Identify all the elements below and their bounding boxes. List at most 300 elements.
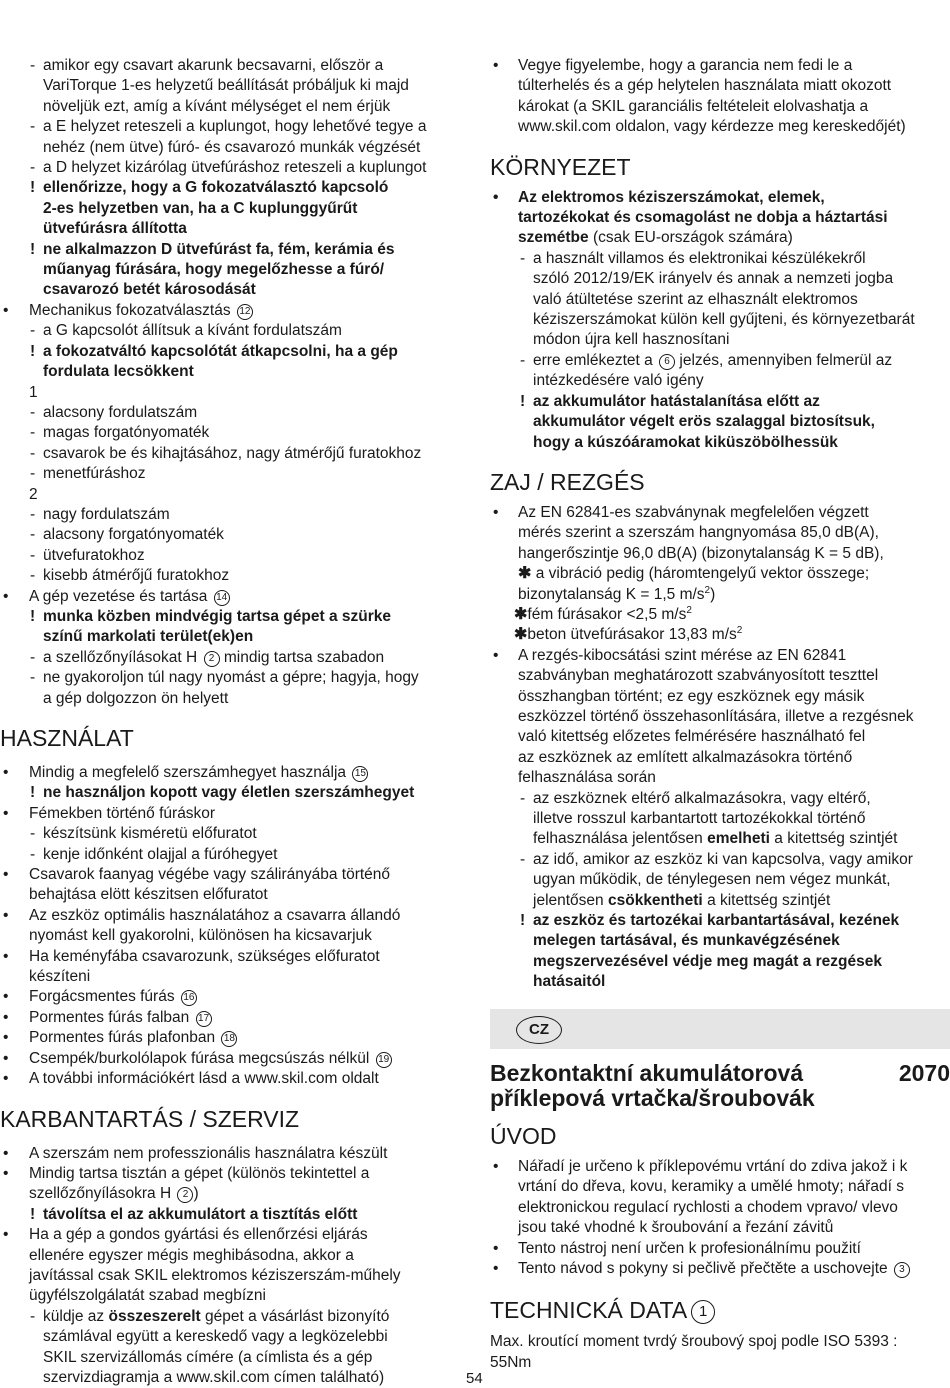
line-text: jsou také vhodné k šroubování a řezání závitů: [518, 1219, 834, 1237]
text-line: [0, 321, 472, 341]
text-line: [490, 392, 950, 412]
figure-reference: 12: [237, 304, 253, 320]
bullet-marker: •: [3, 1226, 9, 1244]
line-text: nyomást kell gyakorolni, különösen ha kicsavarjuk: [29, 927, 372, 945]
dash-marker: -: [30, 825, 36, 843]
text-line: [0, 342, 472, 362]
line-text: színű markolati terület(ek)en: [43, 628, 254, 646]
text-line: [0, 1266, 472, 1286]
line-text: menetfúráshoz: [43, 465, 146, 483]
figure-reference: 2: [177, 1187, 193, 1203]
bullet-marker: •: [3, 764, 9, 781]
line-text: a szellőzőnyílásokat H: [43, 648, 198, 666]
text-line: [0, 240, 472, 260]
line-text: Ha a gép a gondos gyártási és ellenőrzési eljárás: [29, 1226, 368, 1244]
text-line: [0, 383, 472, 403]
bullet-marker: •: [493, 57, 499, 74]
line-text: Az EN 62841-es szabványnak megfelelően végzett: [518, 503, 869, 521]
line-text: A további információkért lásd a www.skil.com oldalt: [29, 1070, 379, 1088]
bullet-marker: •: [3, 1049, 9, 1067]
line-text: Ha keményfába csavarozunk, szükséges előfuratot: [29, 947, 380, 965]
text-line: [0, 1205, 472, 1225]
text-line: [0, 987, 472, 1007]
line-text: Mechanikus fokozatválasztás: [29, 301, 231, 319]
text-line: [490, 911, 950, 931]
text-line: [0, 1184, 472, 1204]
superscript: 2: [736, 625, 743, 637]
text-line: [490, 117, 950, 137]
bullet-marker: •: [3, 1164, 9, 1182]
line-text: fém fúrásakor <2,5 m/s: [527, 605, 687, 623]
line-text: eszközzel történő összehasonlítására, illetve a rezgésnek: [518, 707, 914, 725]
bullet-marker: •: [493, 1239, 499, 1257]
line-text: készíteni: [29, 968, 91, 986]
dash-marker: -: [30, 403, 36, 421]
cz-product-title: [490, 1061, 950, 1111]
line-text: az eszköznek az említett alkalmazásokra történő: [518, 748, 853, 766]
line-text: 2-es helyzetben van, ha a C kuplunggyűrűt: [43, 199, 358, 217]
line-text: 2: [29, 485, 38, 503]
line-text: a E helyzet reteszeli a kuplungot, hogy lehetővé tegye a: [43, 118, 427, 136]
bullet-marker: •: [493, 646, 499, 664]
text-line: [490, 727, 950, 747]
text-line: [490, 625, 950, 645]
text-line: [0, 464, 472, 484]
line-text: alacsony fordulatszám: [43, 403, 198, 421]
dash-marker: -: [30, 159, 36, 177]
line-text: Pormentes fúrás plafonban: [29, 1029, 216, 1047]
line-text: kisebb átmérőjű furatokhoz: [43, 567, 230, 585]
cz-title-line2: příklepová vrtačka/šroubovák: [490, 1085, 815, 1111]
text-line: [0, 280, 472, 300]
text-line: [0, 1164, 472, 1184]
line-text: Pormentes fúrás falban: [29, 1008, 190, 1026]
text-line: [0, 947, 472, 967]
dash-marker: -: [520, 850, 526, 868]
dash-marker: -: [30, 1307, 36, 1325]
line-text: felhasználása jelentősen: [533, 830, 703, 848]
line-text: szóló 2012/19/EK irányelv és annak a nemzeti jogba: [533, 270, 894, 288]
text-line: [490, 76, 950, 96]
text-line: [0, 219, 472, 239]
warning-marker: !: [520, 912, 526, 930]
text-line: [0, 138, 472, 158]
text-line: [0, 865, 472, 885]
text-line: [490, 666, 950, 686]
text-line: [0, 1307, 472, 1327]
figure-reference: 2: [204, 651, 220, 667]
line-text: szabványban meghatározott szabványosított teszttel: [518, 667, 879, 685]
line-text: károkat (a SKIL garanciális feltételeit elolvashatja a: [518, 97, 869, 115]
line-text: Csempék/burkolólapok fúrása megcsúszás nélkül: [29, 1049, 370, 1067]
figure-reference: 15: [352, 766, 368, 782]
text-line: [490, 1198, 950, 1218]
text-line: [0, 1286, 472, 1306]
bullet-marker: •: [3, 804, 9, 822]
line-text: VariTorque 1-es helyzetű beállítását próbáljuk ki majd: [43, 77, 409, 95]
line-text: Az elektromos kéziszerszámokat, elemek,: [518, 188, 825, 206]
text-line: [490, 228, 950, 248]
text-line: [490, 564, 950, 584]
line-text: műanyag fúrására, hogy megelőzhesse a fúró/: [43, 261, 385, 279]
text-line: [0, 178, 472, 198]
line-text: Forgácsmentes fúrás: [29, 988, 175, 1006]
star-icon: ✱: [514, 626, 528, 644]
line-text: az eszköznek eltérő alkalmazásokra, vagy eltérő,: [533, 789, 871, 807]
line-text: növeljük ezt, amíg a kívánt mélységet el nem érjük: [43, 97, 391, 115]
line-text: amikor egy csavart akarunk becsavarni, először a: [43, 57, 384, 74]
dash-marker: -: [30, 669, 36, 687]
dash-marker: -: [30, 505, 36, 523]
line-text: a gép dolgozzon ön helyett: [43, 689, 229, 707]
dash-marker: -: [30, 845, 36, 863]
line-text: a G kapcsolót állítsuk a kívánt fordulatszám: [43, 322, 342, 340]
text-line: [0, 505, 472, 525]
line-text: intézkedésére való igény: [533, 372, 704, 390]
bullet-marker: •: [3, 947, 9, 965]
text-line: [490, 503, 950, 523]
line-text: ütvefúrásra állította: [43, 220, 187, 238]
text-line: [0, 1327, 472, 1347]
figure-reference: 14: [214, 590, 230, 606]
line-text: módon újra kell hasznosítani: [533, 331, 730, 349]
line-text: ÚVOD: [490, 1123, 557, 1149]
line-text: ): [193, 1185, 199, 1203]
dash-marker: -: [30, 444, 36, 462]
bullet-marker: •: [493, 1260, 499, 1278]
section-heading: [490, 469, 950, 495]
superscript: 2: [704, 584, 711, 596]
text-line: [490, 1157, 950, 1177]
text-line: [0, 845, 472, 865]
line-text: Tento nástroj není určen k profesionálnímu použití: [518, 1239, 861, 1257]
line-text: 1: [29, 383, 38, 401]
figure-reference: 16: [181, 990, 197, 1006]
bullet-marker: •: [3, 301, 9, 319]
star-icon: ✱: [514, 605, 528, 623]
text-line: [490, 870, 950, 890]
figure-reference: 17: [196, 1011, 212, 1027]
line-text: hogy a kúszóáramokat kiküszöbölhessük: [533, 433, 838, 451]
line-text: az eszköz és tartozékai karbantartásával, kezének: [533, 912, 900, 930]
text-line: [0, 824, 472, 844]
line-text: az akkumulátor hatástalanítása előtt az: [533, 392, 820, 410]
line-text: KÖRNYEZET: [490, 153, 631, 180]
line-text: ugyan működik, de ténylegesen nem végez munkát,: [533, 871, 891, 889]
bullet-marker: •: [493, 503, 499, 521]
text-line: [0, 587, 472, 607]
text-line: [490, 269, 950, 289]
line-text: akkumulátor végelt erös szalaggal biztosítsuk,: [533, 413, 875, 431]
text-line: [490, 768, 950, 788]
bullet-marker: •: [493, 188, 499, 206]
warning-marker: !: [30, 607, 36, 625]
bullet-marker: •: [493, 1158, 499, 1175]
line-text: a kitettség szintjét: [774, 830, 898, 848]
line-text: kenje időnként olajjal a fúróhegyet: [43, 845, 278, 863]
left-column: [0, 56, 472, 1388]
line-text: jelzés, amennyiben felmerül az: [679, 351, 893, 369]
line-text: illetve rosszul karbantartott tartozékokkal történő: [533, 810, 866, 827]
line-text: Max. kroutící moment tvrdý šroubový spoj podle ISO 5393 :: [490, 1333, 898, 1351]
dash-marker: -: [520, 789, 526, 807]
text-line: [0, 1144, 472, 1164]
bullet-marker: •: [3, 1070, 9, 1088]
language-band: [490, 1009, 950, 1049]
text-line: [0, 403, 472, 423]
text-line: [0, 158, 472, 178]
figure-reference: 6: [659, 354, 675, 370]
text-line: [490, 433, 950, 453]
page-number: 54: [466, 1370, 483, 1387]
line-text: munka közben mindvégig tartsa gépet a szürke: [43, 607, 391, 625]
line-text: alacsony forgatónyomaték: [43, 526, 224, 544]
line-text: beton ütvefúrásakor 13,83 m/s: [527, 626, 737, 644]
bullet-marker: •: [3, 1029, 9, 1047]
dash-marker: -: [30, 546, 36, 564]
dash-marker: -: [30, 648, 36, 666]
text-line: [490, 605, 950, 625]
line-text: ZAJ / REZGÉS: [490, 468, 645, 495]
text-line: [490, 310, 950, 330]
line-text: összhangban történt; ez egy eszköznek egy másik: [518, 687, 865, 705]
line-text: behajtása elött készitsen előfuratot: [29, 886, 268, 904]
dash-marker: -: [520, 351, 526, 369]
text-line: [490, 330, 950, 350]
text-line: [490, 687, 950, 707]
line-text: megszervezésével védje meg magát a rezgések: [533, 952, 882, 970]
line-text: melegen tartásával, és munkavégzésének: [533, 932, 840, 950]
line-text: távolítsa el az akkumulátort a tisztítás előtt: [43, 1205, 358, 1223]
line-text: Tento návod s pokyny si pečlivě přečtěte a uschovejte: [518, 1260, 888, 1278]
warning-marker: !: [30, 342, 36, 360]
line-text: nagy fordulatszám: [43, 505, 170, 523]
line-text: A gép vezetése és tartása: [29, 587, 208, 605]
line-text: Az eszköz optimális használatához a csavarra állandó: [29, 906, 401, 924]
text-line: [0, 926, 472, 946]
text-line: [490, 1177, 950, 1197]
text-line: [0, 260, 472, 280]
language-badge: CZ: [516, 1016, 562, 1044]
line-text: fordulata lecsökkent: [43, 363, 194, 381]
line-text: HASZNÁLAT: [0, 725, 134, 751]
line-text: ügyfélszolgálatát szabad megbízni: [29, 1287, 266, 1305]
text-line: [0, 546, 472, 566]
line-text: ellenőrizze, hogy a G fokozatválasztó kapcsoló: [43, 179, 389, 197]
text-line: [0, 301, 472, 321]
warning-marker: !: [30, 784, 36, 802]
line-text: Fémekben történő fúráskor: [29, 804, 216, 822]
star-icon: ✱: [518, 565, 532, 583]
text-line: [490, 412, 950, 432]
text-line: [490, 789, 950, 809]
line-text: számlával együtt a kereskedő vagy a legközelebbi: [43, 1328, 388, 1346]
text-line: [0, 423, 472, 443]
text-line: [490, 1332, 950, 1352]
dash-marker: -: [30, 526, 36, 544]
line-text: Mindig a megfelelő szerszámhegyet használja: [29, 764, 347, 781]
line-text: való kitettség előzetes felmérésére használható fel: [518, 728, 866, 746]
line-text: SKIL szervizállomás címére (a címlista és a gép: [43, 1348, 373, 1366]
bold-text: szemétbe: [518, 229, 589, 247]
dash-marker: -: [30, 567, 36, 585]
text-line: [490, 1259, 950, 1279]
text-line: [490, 952, 950, 972]
figure-reference: 1: [691, 1300, 715, 1324]
bullet-marker: •: [3, 1144, 9, 1162]
text-line: [0, 627, 472, 647]
text-line: [0, 117, 472, 137]
warning-marker: !: [520, 392, 526, 410]
text-line: [0, 906, 472, 926]
line-text: ne gyakoroljon túl nagy nyomást a gépre; hagyja, hogy: [43, 669, 419, 687]
line-text: Vegye figyelembe, hogy a garancia nem fedi le a: [518, 57, 853, 74]
text-line: [0, 783, 472, 803]
text-line: [0, 1225, 472, 1245]
section-heading: [490, 154, 950, 180]
line-text: www.skil.com oldalon, vagy kérdezze meg kereskedőjét): [518, 118, 906, 136]
line-text: ütvefuratokhoz: [43, 546, 145, 564]
text-line: [490, 748, 950, 768]
line-text: a használt villamos és elektronikai készülékekről: [533, 249, 866, 267]
line-text: a fokozatváltó kapcsolótát átkapcsolni, ha a gép: [43, 342, 398, 360]
text-line: [0, 525, 472, 545]
cz-title-line1: Bezkontaktní akumulátorová: [490, 1060, 804, 1086]
line-text: vrtání do dřeva, kovu, keramiky a umělé hmoty; nářadí s: [518, 1178, 904, 1196]
line-text: túlterhelés és a gép helytelen használata miatt okozott: [518, 77, 892, 95]
line-text: a vibráció pedig: [535, 565, 645, 583]
line-text: erre emlékeztet a: [533, 351, 653, 369]
line-text: nehéz (nem ütve) fúró- és csavarozó munkák végzését: [43, 138, 421, 156]
cz-column: [490, 1123, 950, 1373]
text-line: [490, 249, 950, 269]
line-text: Nářadí je určeno k příklepovému vrtání do zdiva jakož i k: [518, 1158, 908, 1175]
bold-text: emelheti: [707, 830, 770, 848]
text-line: [490, 850, 950, 870]
line-text: Csavarok faanyag végébe vagy szálirányába történő: [29, 866, 391, 884]
text-line: [0, 1348, 472, 1368]
text-line: [490, 371, 950, 391]
figure-reference: 19: [376, 1052, 392, 1068]
text-line: [490, 829, 950, 849]
bullet-marker: •: [3, 906, 9, 924]
line-text: hatásaitól: [533, 973, 606, 991]
text-line: [0, 76, 472, 96]
line-text: bizonytalanság K = 1,5 m/s: [518, 585, 705, 603]
text-line: [0, 648, 472, 668]
line-text: ): [710, 585, 716, 603]
text-line: [0, 362, 472, 382]
dash-marker: -: [30, 322, 36, 340]
line-text: küldje az: [43, 1307, 105, 1325]
text-line: [0, 199, 472, 219]
text-line: [0, 1246, 472, 1266]
text-line: [0, 56, 472, 76]
warning-marker: !: [30, 1205, 36, 1223]
dash-marker: -: [30, 424, 36, 442]
figure-reference: 3: [894, 1262, 910, 1278]
text-line: [490, 208, 950, 228]
line-text: javítással csak SKIL elektromos kéziszerszám-műhely: [29, 1266, 401, 1284]
text-line: [490, 351, 950, 371]
line-text: ne használjon kopott vagy életlen szerszámhegyet: [43, 784, 415, 802]
line-text: gépet a vásárlást bizonyító: [205, 1307, 390, 1325]
section-heading: [490, 1123, 950, 1149]
text-line: [490, 1218, 950, 1238]
line-text: hangerőszintje 96,0 dB(A) (bizonytalanság K = 5 dB),: [518, 544, 884, 562]
text-line: [490, 544, 950, 564]
line-text: TECHNICKÁ DATA: [490, 1297, 688, 1324]
text-line: [490, 1239, 950, 1259]
section-heading: [0, 725, 472, 751]
text-line: [0, 1008, 472, 1028]
bullet-marker: •: [3, 866, 9, 884]
line-text: csavarok be és kihajtásához, nagy átmérőjű furatokhoz: [43, 444, 422, 462]
line-text: szervizdiagramja a www.skil.com címen található): [43, 1368, 385, 1386]
text-line: [490, 290, 950, 310]
line-text: felhasználása során: [518, 769, 656, 787]
bullet-marker: •: [3, 1008, 9, 1026]
line-text: A rezgés-kibocsátási szint mérése az EN 62841: [518, 646, 847, 664]
line-text: A szerszám nem professzionális használatra készült: [29, 1144, 388, 1162]
text-line: [490, 97, 950, 117]
text-line: [0, 967, 472, 987]
text-line: [490, 809, 950, 829]
text-line: [490, 972, 950, 992]
line-text: az idő, amikor az eszköz ki van kapcsolva, vagy amikor: [533, 850, 913, 868]
text-line: [0, 607, 472, 627]
text-line: [490, 891, 950, 911]
dash-marker: -: [30, 118, 36, 136]
line-text: mindig tartsa szabadon: [223, 648, 385, 666]
line-text: készítsünk kisméretü előfuratot: [43, 825, 257, 843]
text-line: [490, 523, 950, 543]
right-column: [490, 56, 950, 993]
line-text: Mindig tartsa tisztán a gépet (különös tekintettel a: [29, 1164, 370, 1182]
text-line: [0, 763, 472, 783]
text-line: [0, 444, 472, 464]
line-text: a kitettség szintjét: [707, 891, 831, 909]
text-line: [0, 885, 472, 905]
model-number: 2070: [898, 1060, 950, 1086]
line-text: mérés szerint a szerszám hangnyomása 85,0 dB(A),: [518, 524, 879, 542]
section-heading: [490, 1297, 950, 1324]
text-line: [0, 1049, 472, 1069]
dash-marker: -: [30, 57, 36, 74]
bold-text: összeszerelt: [108, 1307, 201, 1325]
figure-reference: 18: [221, 1031, 237, 1047]
text-line: [490, 56, 950, 76]
section-heading: [0, 1106, 472, 1132]
line-text: ne alkalmazzon D ütvefúrást fa, fém, kerámia és: [43, 240, 395, 258]
superscript: 2: [686, 604, 692, 616]
line-text: a D helyzet kizárólag ütvefúráshoz reteszeli a kuplungot: [43, 159, 427, 177]
text-line: [0, 689, 472, 709]
text-line: [490, 707, 950, 727]
text-line: [490, 931, 950, 951]
warning-marker: !: [30, 240, 36, 258]
line-text: jelentősen: [533, 891, 604, 909]
text-line: [0, 97, 472, 117]
line-text: tartozékokat és csomagolást ne dobja a háztartási: [518, 209, 888, 227]
bullet-marker: •: [3, 988, 9, 1006]
line-text: szellőzőnyílásokra H: [29, 1185, 172, 1203]
text-line: [0, 668, 472, 688]
line-text: való átültetése szerint az elhasznált elektromos: [533, 290, 858, 308]
line-text: KARBANTARTÁS / SZERVIZ: [0, 1105, 300, 1132]
dash-marker: -: [30, 465, 36, 483]
text-line: [490, 188, 950, 208]
